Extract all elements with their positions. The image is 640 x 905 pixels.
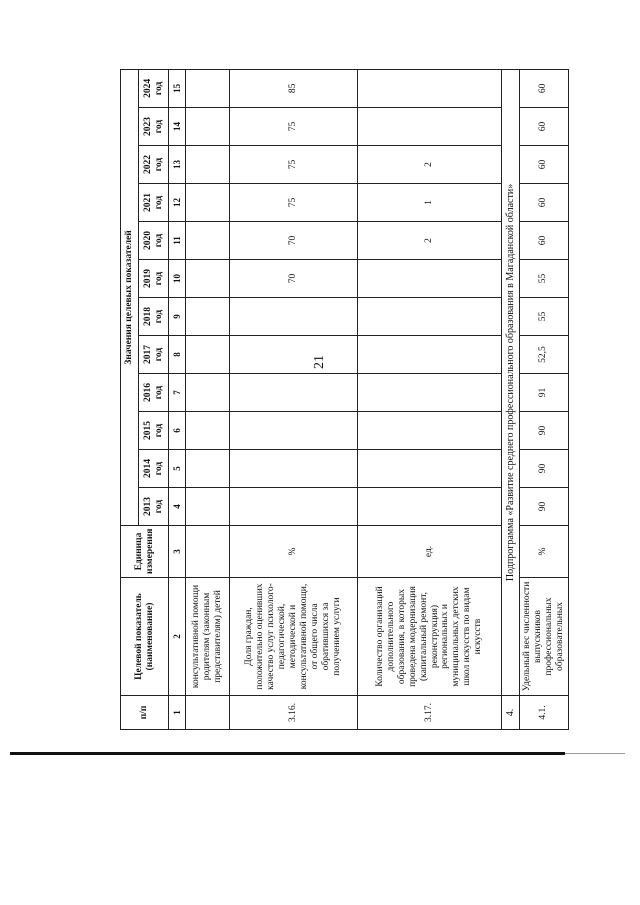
row-value: [358, 298, 502, 336]
row-num: 3.16.: [230, 696, 358, 730]
row-value: 90: [520, 412, 569, 450]
header-year: 2018 год: [139, 298, 169, 336]
row-num: 3.17.: [358, 696, 502, 730]
row-value: [358, 260, 502, 298]
row-value: 70: [230, 260, 358, 298]
row-value: [186, 488, 230, 526]
row-num: [186, 696, 230, 730]
column-number: 9: [169, 298, 186, 336]
column-number: 2: [169, 578, 186, 696]
row-value: [186, 222, 230, 260]
column-number-row: [169, 69, 186, 729]
column-number: 15: [169, 69, 186, 107]
row-unit: %: [230, 526, 358, 578]
row-value: [186, 450, 230, 488]
header-indicator: Целевой показатель (наименование): [121, 578, 169, 696]
row-value: 75: [230, 184, 358, 222]
indicators-table: [120, 69, 569, 730]
table-row: [358, 69, 502, 729]
section-num: 4.: [502, 696, 520, 730]
row-indicator-name: Удельный вес численности выпускников профессиональных образовательных: [520, 578, 569, 696]
header-year: 2019 год: [139, 260, 169, 298]
header-year: 2014 год: [139, 450, 169, 488]
row-value: [186, 298, 230, 336]
row-value: [230, 298, 358, 336]
row-value: [186, 146, 230, 184]
row-value: 75: [230, 146, 358, 184]
row-unit: %: [520, 526, 569, 578]
header-num: п/п: [121, 696, 169, 730]
row-unit: ед.: [358, 526, 502, 578]
header-values-group: Значения целевых показателей: [121, 69, 139, 525]
row-value: [186, 69, 230, 107]
column-number: 14: [169, 108, 186, 146]
column-number: 1: [169, 696, 186, 730]
row-value: 55: [520, 260, 569, 298]
row-value: [230, 412, 358, 450]
column-number: 7: [169, 374, 186, 412]
row-value: 55: [520, 298, 569, 336]
row-value: 52,5: [520, 336, 569, 374]
row-value: [230, 374, 358, 412]
header-year: 2023 год: [139, 108, 169, 146]
row-value: 2: [358, 146, 502, 184]
row-value: [358, 488, 502, 526]
header-year: 2017 год: [139, 336, 169, 374]
indicator-table-sheet: [120, 70, 565, 730]
header-year: 2013 год: [139, 488, 169, 526]
header-year: 2021 год: [139, 184, 169, 222]
header-unit: Единица измерения: [121, 526, 169, 578]
row-value: [230, 336, 358, 374]
column-number: 11: [169, 222, 186, 260]
table-row: [230, 69, 358, 729]
header-year: 2020 год: [139, 222, 169, 260]
row-value: [186, 336, 230, 374]
column-number: 13: [169, 146, 186, 184]
row-value: 75: [230, 108, 358, 146]
row-value: 70: [230, 222, 358, 260]
header-year: 2016 год: [139, 374, 169, 412]
row-value: [230, 450, 358, 488]
header-year: 2022 год: [139, 146, 169, 184]
row-value: 60: [520, 108, 569, 146]
row-value: [358, 374, 502, 412]
page-number: 21: [312, 355, 327, 369]
row-value: 90: [520, 450, 569, 488]
row-unit: [186, 526, 230, 578]
section-row: [502, 69, 520, 729]
row-value: [186, 184, 230, 222]
column-number: 6: [169, 412, 186, 450]
row-value: 60: [520, 69, 569, 107]
header-year: 2024 год: [139, 69, 169, 107]
column-number: 4: [169, 488, 186, 526]
row-value: [358, 108, 502, 146]
column-number: 5: [169, 450, 186, 488]
footer-rule-thin: [565, 753, 625, 754]
row-value: [186, 108, 230, 146]
row-value: 85: [230, 69, 358, 107]
row-indicator-name: Количество организаций дополнительного образования, в которых проведена модернизация (капитальный ремонт, реконструкция) региональных и муниципальных детских школ искусств по видам искусств: [358, 578, 502, 696]
header-year: 2015 год: [139, 412, 169, 450]
table-row: [520, 69, 569, 729]
row-value: [186, 260, 230, 298]
row-value: 60: [520, 184, 569, 222]
row-num: 4.1.: [520, 696, 569, 730]
row-indicator-name: консультативной помощи родителям (законным представителям) детей: [186, 578, 230, 696]
column-number: 8: [169, 336, 186, 374]
row-value: 91: [520, 374, 569, 412]
row-value: 1: [358, 184, 502, 222]
row-value: 60: [520, 222, 569, 260]
column-number: 3: [169, 526, 186, 578]
row-indicator-name: Доля граждан, положительно оценивших качество услуг психолого-педагогической, методической и консультативной помощи, от общего числа обратившихся за получением услуги: [230, 578, 358, 696]
section-title: Подпрограмма «Развитие среднего профессионального образования в Магаданской области»: [502, 69, 520, 695]
row-value: [358, 336, 502, 374]
column-number: 12: [169, 184, 186, 222]
row-value: [358, 450, 502, 488]
footer-rule: [10, 752, 565, 755]
row-value: [358, 69, 502, 107]
row-value: 60: [520, 146, 569, 184]
column-number: 10: [169, 260, 186, 298]
row-value: [230, 488, 358, 526]
table-row: [186, 69, 230, 729]
row-value: 2: [358, 222, 502, 260]
row-value: [358, 412, 502, 450]
row-value: 90: [520, 488, 569, 526]
row-value: [186, 374, 230, 412]
row-value: [186, 412, 230, 450]
